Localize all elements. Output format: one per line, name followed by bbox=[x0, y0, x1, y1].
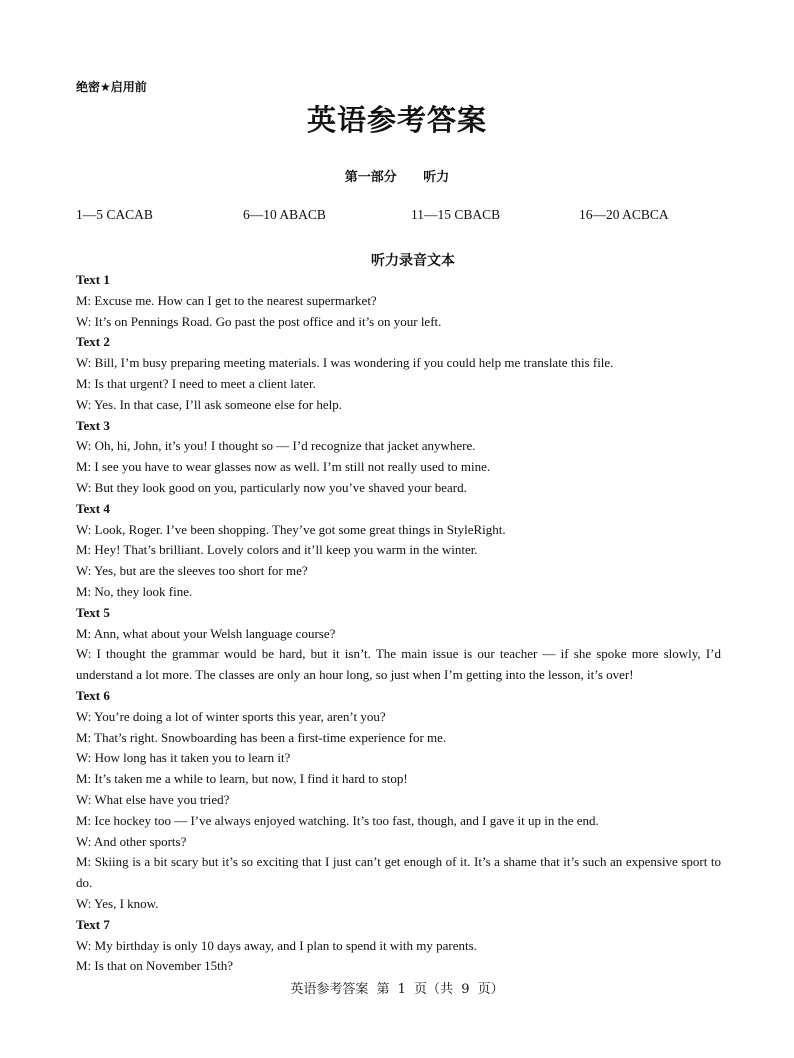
dialogue-line: W: Oh, hi, John, it’s you! I thought so — I’d recognize that jacket anywhere. bbox=[76, 438, 476, 454]
text-label: Text 6 bbox=[76, 687, 110, 703]
dialogue-line: W: Bill, I’m busy preparing meeting materials. I was wondering if you could help me translate this file. bbox=[76, 355, 614, 371]
text-label: Text 2 bbox=[76, 334, 110, 350]
confidential-label: 绝密★启用前 bbox=[76, 80, 147, 94]
answer-group: 6—10 ABACB bbox=[243, 207, 326, 222]
dialogue-line: W: But they look good on you, particularly now you’ve shaved your beard. bbox=[76, 479, 467, 495]
text-label: Text 1 bbox=[76, 272, 110, 287]
dialogue-line: M: No, they look fine. bbox=[76, 583, 193, 599]
text-label: Text 4 bbox=[76, 500, 110, 516]
dialogue-line: M: It’s taken me a while to learn, but now, I find it hard to stop! bbox=[76, 771, 408, 787]
text-label: Text 3 bbox=[76, 417, 110, 433]
dialogue-line: W: It’s on Pennings Road. Go past the post office and it’s on your left. bbox=[76, 313, 442, 329]
dialogue-line: M: Excuse me. How can I get to the nearest supermarket? bbox=[76, 292, 377, 308]
part-heading: 第一部分 听力 bbox=[344, 170, 450, 185]
dialogue-line: W: How long has it taken you to learn it? bbox=[76, 750, 291, 766]
answer-group: 16—20 ACBCA bbox=[579, 207, 669, 222]
dialogue-line: M: Ann, what about your Welsh language course? bbox=[76, 625, 336, 641]
dialogue-line: M: Ice hockey too — I’ve always enjoyed watching. It’s too fast, though, and I gave it up in the end. bbox=[76, 812, 599, 828]
answer-group: 11—15 CBACB bbox=[411, 207, 501, 222]
dialogue-line: M: That’s right. Snowboarding has been a first-time experience for me. bbox=[76, 729, 447, 745]
dialogue-line: W: You’re doing a lot of winter sports this year, aren’t you? bbox=[76, 708, 386, 724]
dialogue-line: W: And other sports? bbox=[76, 833, 187, 849]
dialogue-line: M: I see you have to wear glasses now as well. I’m still not really used to mine. bbox=[76, 459, 491, 475]
dialogue-line: W: What else have you tried? bbox=[76, 791, 230, 807]
page-footer: 英语参考答案 第 1 页（共 9 页） bbox=[290, 982, 504, 997]
dialogue-line: M: Is that urgent? I need to meet a client later. bbox=[76, 375, 316, 391]
transcript-heading: 听力录音文本 bbox=[371, 253, 455, 269]
dialogue-line: W: Look, Roger. I’ve been shopping. They’ve got some great things in StyleRight. bbox=[76, 521, 506, 537]
dialogue-line: M: Is that on November 15th? bbox=[76, 958, 234, 974]
dialogue-line: W: My birthday is only 10 days away, and I plan to spend it with my parents. bbox=[76, 937, 477, 953]
dialogue-line: M: Hey! That’s brilliant. Lovely colors and it’ll keep you warm in the winter. bbox=[76, 542, 478, 558]
dialogue-line: W: Yes, I know. bbox=[76, 895, 159, 911]
dialogue-line: W: I thought the grammar would be hard, but it isn’t. The main issue is our teacher — if she spoke more slowly, I’d understand a lot more. The classes are only an hour long, so just when I’m getting into the lesson, it’s over! bbox=[76, 646, 721, 683]
dialogue-line: W: Yes, but are the sleeves too short for me? bbox=[76, 563, 308, 579]
text-label: Text 7 bbox=[76, 916, 110, 932]
dialogue-line: W: Yes. In that case, I’ll ask someone else for help. bbox=[76, 396, 342, 412]
answer-group: 1—5 CACAB bbox=[76, 207, 153, 222]
transcript-body bbox=[76, 270, 721, 977]
text-label: Text 5 bbox=[76, 604, 110, 620]
answer-key-row bbox=[76, 207, 736, 225]
page-title: 英语参考答案 bbox=[306, 103, 487, 137]
dialogue-line: M: Skiing is a bit scary but it’s so exciting that I just can’t get enough of it. It’s a shame that it’s such an expensive sport to do. bbox=[76, 854, 721, 891]
